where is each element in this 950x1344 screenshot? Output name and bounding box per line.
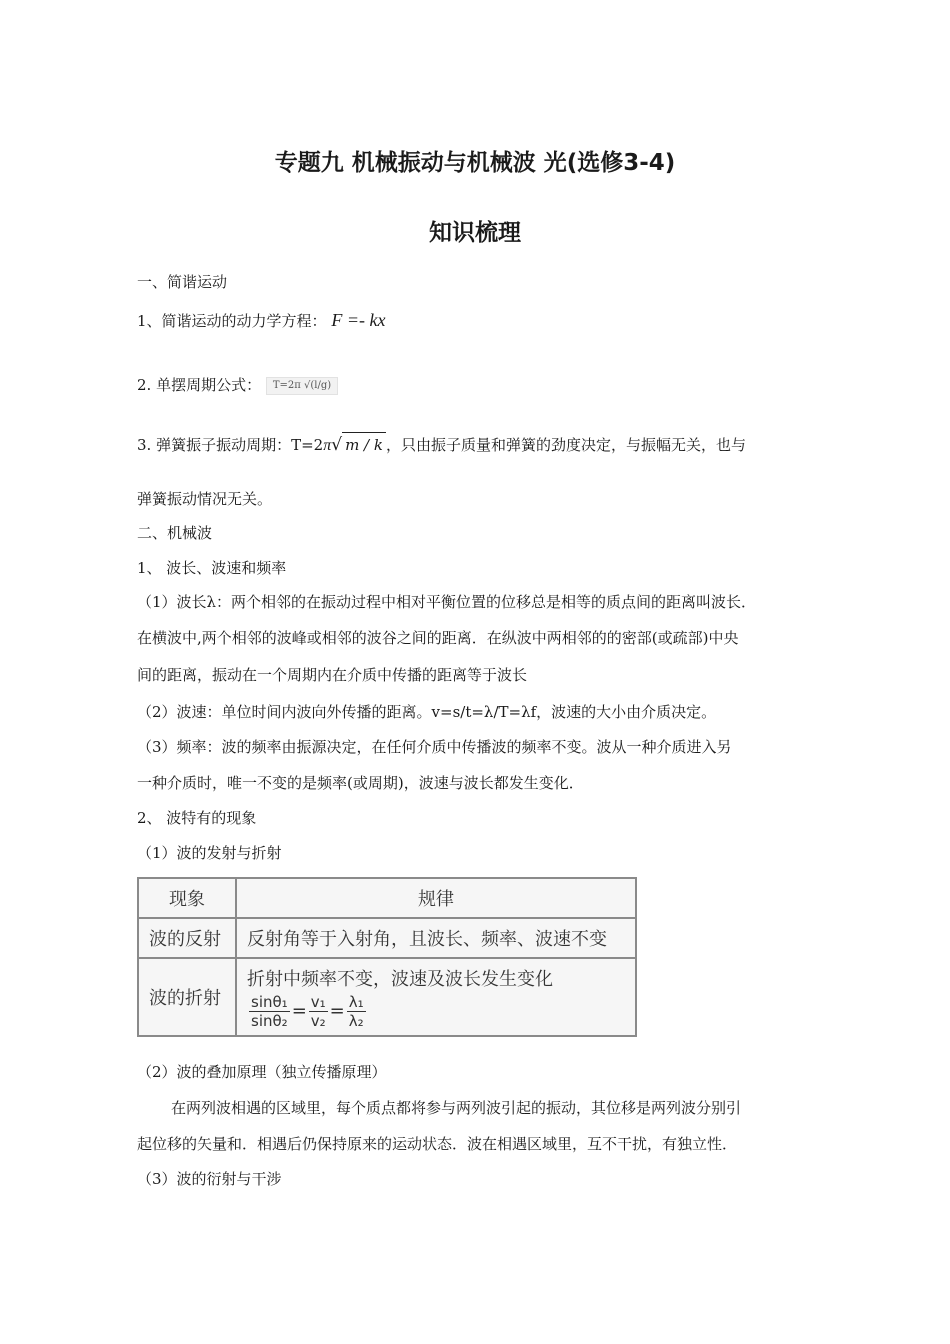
fraction-denominator: sinθ₂ bbox=[251, 1011, 288, 1030]
equals-sign: = bbox=[291, 1000, 307, 1021]
table-cell-refraction-rule bbox=[236, 958, 636, 1036]
spring-period-continuation: 弹簧振动情况无关。 bbox=[137, 490, 273, 508]
paragraph-wavelength-3: 间的距离，振动在一个周期内在介质中传播的距离等于波长 bbox=[137, 666, 528, 684]
fraction-numerator: λ₁ bbox=[348, 992, 364, 1011]
spring-period-line bbox=[137, 432, 827, 458]
refraction-rule-text: 折射中频率不变，波速及波长发生变化 bbox=[247, 968, 553, 990]
table-header-row bbox=[138, 878, 636, 918]
table-header-law: 规律 bbox=[236, 878, 636, 918]
fraction-numerator: sinθ₁ bbox=[251, 992, 288, 1011]
paragraph-superposition-2: 起位移的矢量和．相遇后仍保持原来的运动状态．波在相遇区域里，互不干扰，有独立性． bbox=[137, 1135, 738, 1153]
pendulum-period-label: 2. 单摆周期公式： bbox=[137, 376, 262, 394]
table-cell-reflection-rule: 反射角等于入射角，且波长、频率、波速不变 bbox=[236, 918, 636, 958]
paragraph-wavelength-1: （1）波长λ：两个相邻的在振动过程中相对平衡位置的位移总是相等的质点间的距离叫波长． bbox=[137, 593, 757, 611]
item-wave-phenomena: 2、 波特有的现象 bbox=[137, 809, 257, 827]
fraction-numerator: v₁ bbox=[310, 992, 326, 1011]
dynamics-equation-line bbox=[137, 308, 827, 333]
spring-period-suffix: ，只由振子质量和弹簧的劲度决定，与振幅无关，也与 bbox=[385, 436, 746, 454]
sqrt-radical-icon: √ bbox=[331, 435, 343, 455]
pendulum-formula-image: T=2π √(l/g) bbox=[266, 377, 338, 395]
heading-diffraction-interference: （3）波的衍射与干涉 bbox=[137, 1170, 282, 1188]
equals-sign: = bbox=[329, 1000, 345, 1021]
table-cell-refraction: 波的折射 bbox=[138, 958, 236, 1036]
table-cell-reflection: 波的反射 bbox=[138, 918, 236, 958]
document-title: 专题九 机械振动与机械波 光(选修3-4) bbox=[274, 150, 676, 176]
pendulum-period-line bbox=[137, 372, 827, 398]
paragraph-wave-speed: （2）波速：单位时间内波向外传播的距离。v=s/t=λ/T=λf，波速的大小由介质决定。 bbox=[137, 703, 717, 721]
dynamics-equation-formula: F =- kx bbox=[331, 310, 386, 330]
fraction-denominator: λ₂ bbox=[348, 1011, 364, 1030]
paragraph-wavelength-2: 在横波中,两个相邻的波峰或相邻的波谷之间的距离．在纵波中两相邻的的密部(或疏部)中央 bbox=[137, 629, 739, 647]
heading-superposition: （2）波的叠加原理（独立传播原理） bbox=[137, 1063, 387, 1081]
heading-mechanical-wave: 二、机械波 bbox=[137, 524, 213, 542]
paragraph-frequency-2: 一种介质时，唯一不变的是频率(或周期)，波速与波长都发生变化． bbox=[137, 774, 584, 792]
sqrt-argument: m / k bbox=[342, 432, 386, 457]
heading-reflection-refraction: （1）波的发射与折射 bbox=[137, 844, 282, 862]
fraction-denominator: v₂ bbox=[310, 1011, 326, 1030]
table-header-phenomenon: 现象 bbox=[138, 878, 236, 918]
section-subtitle: 知识梳理 bbox=[429, 220, 521, 246]
dynamics-equation-label: 1、简谐运动的动力学方程： bbox=[137, 312, 327, 330]
table-row bbox=[138, 918, 636, 958]
spring-period-prefix: 3. 弹簧振子振动周期：T=2 bbox=[137, 436, 324, 454]
paragraph-frequency-1: （3）频率：波的频率由振源决定，在任何介质中传播波的频率不变。波从一种介质进入另 bbox=[137, 738, 732, 756]
fraction-velocity bbox=[309, 993, 328, 1030]
reflection-refraction-table bbox=[137, 877, 637, 1037]
fraction-sin bbox=[249, 993, 290, 1030]
fraction-wavelength bbox=[347, 993, 366, 1030]
table-row bbox=[138, 958, 636, 1036]
heading-simple-harmonic: 一、简谐运动 bbox=[137, 273, 228, 291]
pi-symbol: π bbox=[323, 437, 332, 454]
snell-law-formula bbox=[247, 993, 625, 1030]
paragraph-superposition-1: 在两列波相遇的区域里，每个质点都将参与两列波引起的振动，其位移是两列波分别引 bbox=[171, 1099, 742, 1117]
item-wavelength-speed-frequency: 1、 波长、波速和频率 bbox=[137, 559, 287, 577]
